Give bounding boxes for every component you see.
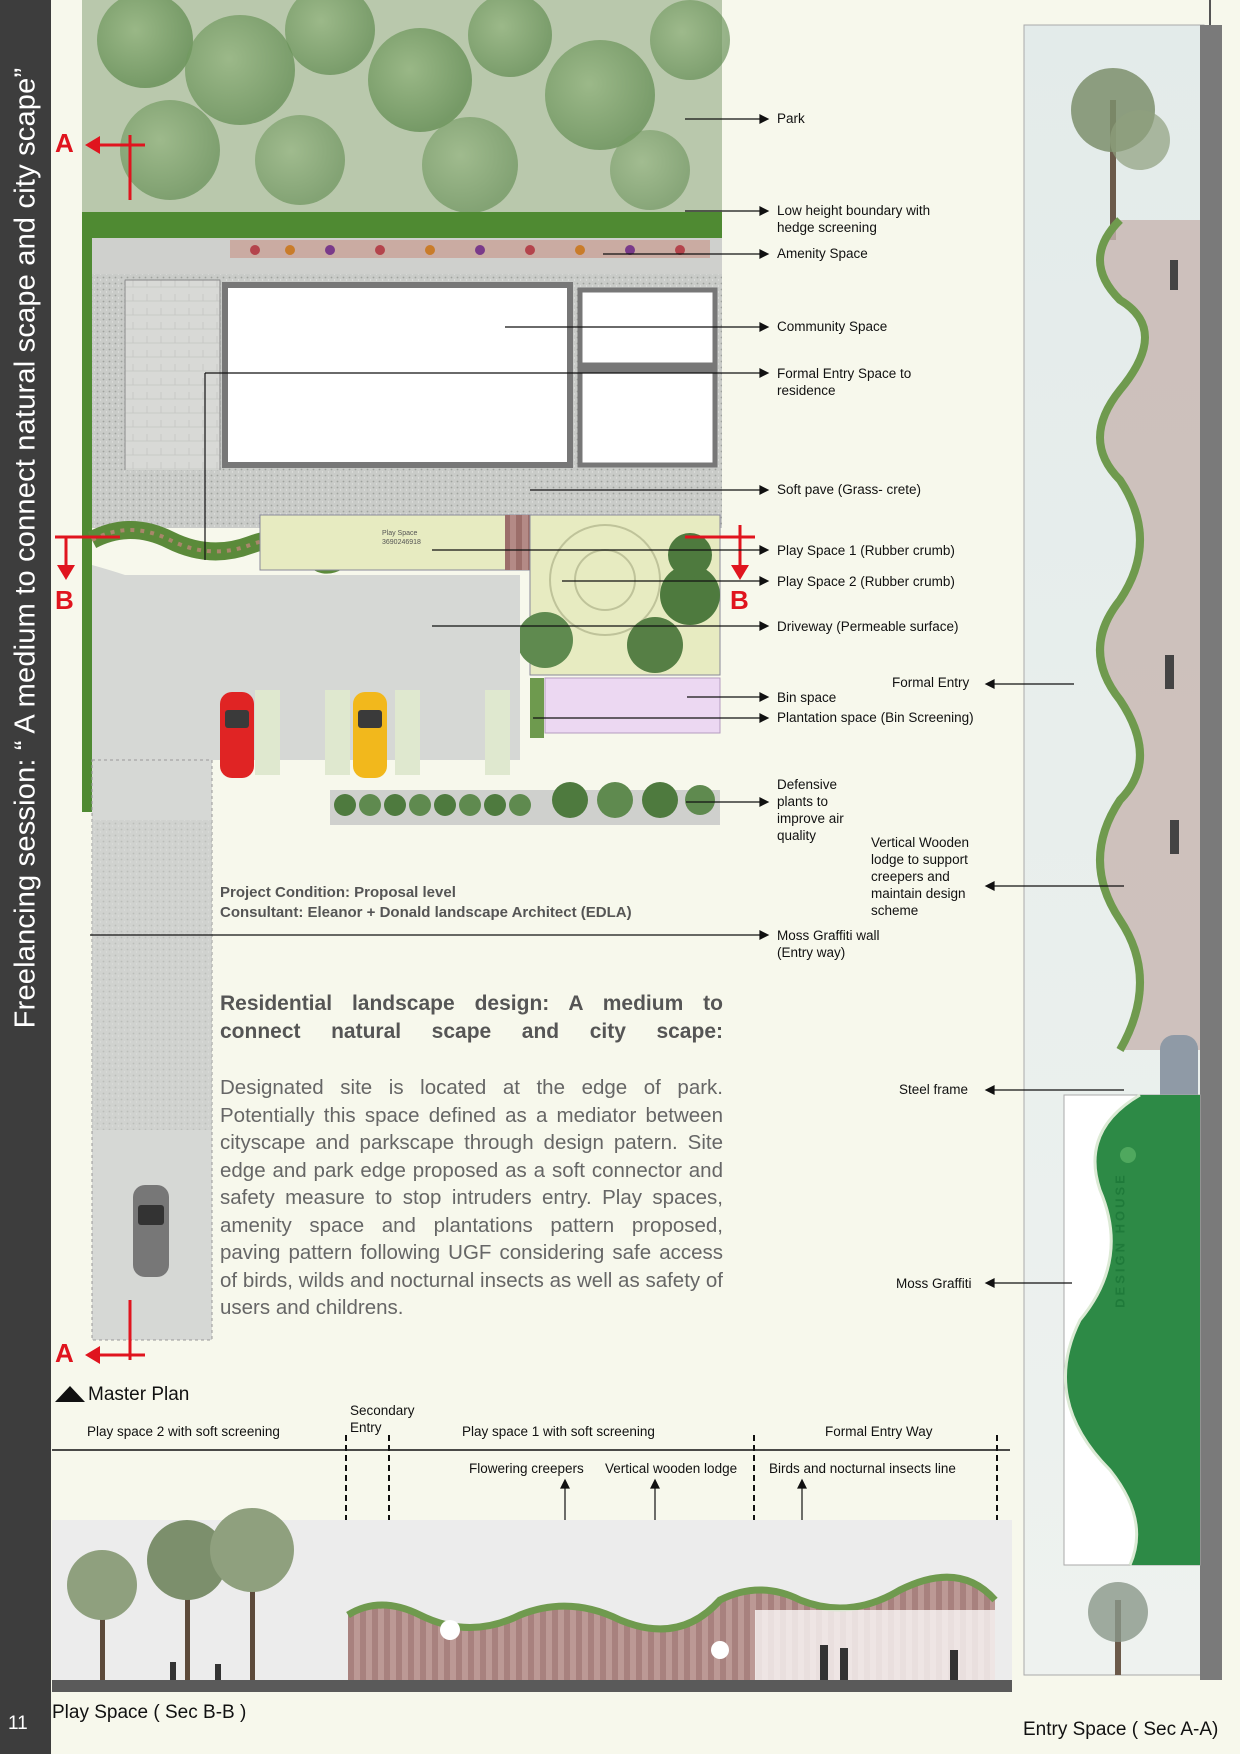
section-marker-b-left: B (55, 585, 74, 615)
label-play-2: Play Space 2 (Rubber crumb) (777, 574, 955, 589)
label-plantation: Plantation space (Bin Screening) (777, 710, 974, 725)
hedge-boundary (82, 212, 722, 238)
label-bin-space: Bin space (777, 690, 837, 705)
zone-play-space-2: Play space 2 with soft screening (87, 1424, 280, 1439)
bin-space (545, 678, 720, 733)
label-driveway: Driveway (Permeable surface) (777, 619, 959, 634)
car-icon (220, 692, 254, 778)
car-icon (353, 692, 387, 778)
callout-birds-line: Birds and nocturnal insects line (769, 1461, 956, 1476)
community-space (225, 285, 570, 465)
elevation-leaders (860, 600, 1140, 1300)
section-bb-drawing (0, 1400, 1020, 1700)
zone-secondary-entry: Secondary Entry (350, 1403, 415, 1435)
play-space-caption: Play Space ( Sec B-B ) (52, 1702, 247, 1723)
zone-play-space-1: Play space 1 with soft screening (462, 1424, 655, 1439)
label-community: Community Space (777, 319, 888, 334)
section-marker-a-bottom: A (55, 1338, 74, 1368)
residence-entry (580, 370, 715, 465)
label-formal-entry: Formal Entry (892, 675, 970, 690)
label-wooden-lodge: Vertical Wooden lodge to support creepers and maintain design scheme (871, 835, 970, 918)
project-condition: Project Condition: Proposal level (220, 884, 456, 901)
driveway (92, 565, 520, 760)
label-soft-pave: Soft pave (Grass- crete) (777, 482, 922, 497)
entry-space-caption: Entry Space ( Sec A-A) (1023, 1719, 1219, 1740)
play-sign-number: 3690246918 (382, 539, 421, 546)
sidebar-title: Freelancing session: “ A medium to connect natural scape and city scape” (9, 67, 42, 1029)
defensive-plants (334, 782, 715, 818)
callout-flowering-creepers: Flowering creepers (469, 1461, 584, 1476)
label-amenity: Amenity Space (777, 246, 868, 261)
master-plan-caption: Master Plan (88, 1384, 190, 1405)
page-number: 11 (8, 1713, 28, 1734)
section-marker-b-right: B (730, 585, 749, 615)
hedge-side (82, 212, 92, 812)
car-icon (133, 1185, 169, 1277)
label-moss-wall: Moss Graffiti wall (Entry way) (777, 928, 880, 960)
zone-formal-entry-way: Formal Entry Way (825, 1424, 933, 1439)
paved-court (125, 280, 220, 475)
consultant: Consultant: Eleanor + Donald landscape Architect (EDLA) (220, 904, 632, 921)
amenity-planters (230, 240, 710, 258)
tree-icon (668, 533, 712, 577)
park-area (82, 0, 730, 213)
design-house-sign: DESIGN HOUSE (1112, 1172, 1128, 1308)
description-body: Designated site is located at the edge of park. Potentially this space defined as a mediator between cityscape and parkscape through design patern. Site edge and park edge proposed as a soft connector and safety measure to stop intruders entry. Play spaces, amenity space and plantations pattern proposed, paving pattern following UGF considering safe access of birds, wilds and nocturnal insects as well as safety of users and childrens. (220, 1076, 723, 1319)
label-park: Park (777, 111, 805, 126)
steel-frame (1200, 25, 1222, 1680)
tree-icon (517, 612, 573, 668)
label-play-1: Play Space 1 (Rubber crumb) (777, 543, 955, 558)
label-defensive-plants: Defensive plants to improve air quality (777, 777, 844, 843)
description-heading: Residential landscape design: A medium to connect natural scape and city scape: (220, 992, 723, 1043)
label-boundary: Low height boundary with hedge screening (777, 203, 931, 235)
label-steel-frame: Steel frame (899, 1082, 969, 1097)
label-formal-entry-space: Formal Entry Space to residence (777, 366, 912, 398)
play-sign: Play Space (382, 530, 418, 537)
section-marker-a-top: A (55, 128, 74, 158)
label-moss-graffiti: Moss Graffiti (896, 1276, 972, 1291)
callout-wooden-lodge: Vertical wooden lodge (605, 1461, 738, 1476)
